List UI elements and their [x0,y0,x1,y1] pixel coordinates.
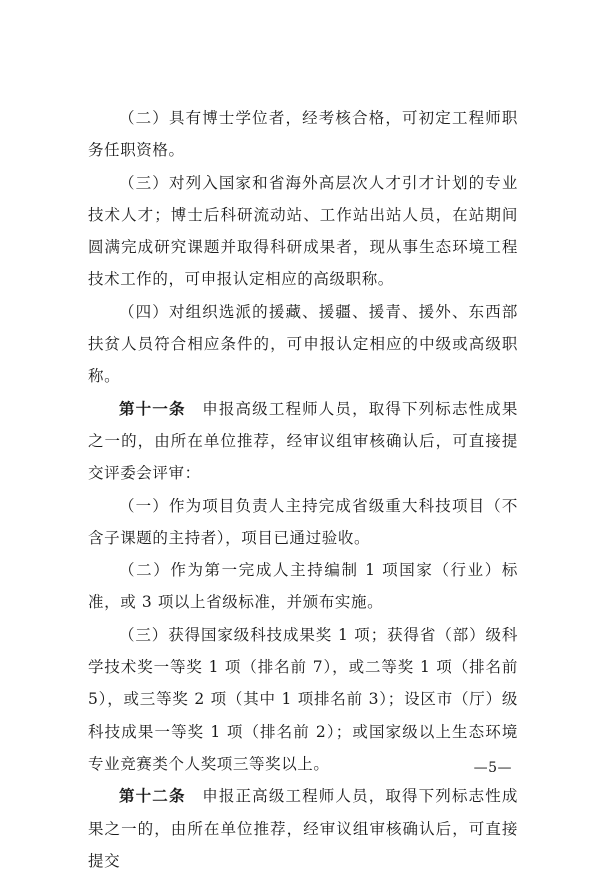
paragraph-text: （二）具有博士学位者，经考核合格，可初定工程师职务任职资格。 [88,109,518,160]
article-11 [88,393,518,490]
page-number: —5— [473,760,512,776]
paragraph-text: 申报正高级工程师人员，取得下列标志性成果之一的，由所在单位推荐，经审议组审核确认后，可直接提交 [88,787,518,870]
paragraph-text: （一）作为项目负责人主持完成省级重大科技项目（不含子课题的主持者），项目已通过验收。 [88,496,518,547]
paragraph-text: （四）对组织选派的援藏、援疆、援青、援外、东西部扶贫人员符合相应条件的，可申报认定相应的中级或高级职称。 [88,302,518,386]
paragraph-text: （三）对列入国家和省海外高层次人才引才计划的专业技术人才；博士后科研流动站、工作站出站人员，在站期间圆满完成研究课题并取得科研成果者，现从事生态环境工程技术工作的，可申报认定相应的高级职称。 [88,173,518,289]
article-12 [88,780,518,877]
article-11-item-3 [88,619,518,780]
article-heading: 第十二条 [119,787,186,806]
article-11-item-1 [88,490,518,555]
article-heading: 第十一条 [119,399,186,418]
paragraph-item-3 [88,167,518,296]
document-body [88,102,518,877]
paragraph-text: （二）作为第一完成人主持编制 1 项国家（行业）标准，或 3 项以上省级标准，并颁布实施。 [88,561,518,612]
article-11-item-2 [88,554,518,619]
paragraph-item-2 [88,102,518,167]
paragraph-text: 申报高级工程师人员，取得下列标志性成果之一的，由所在单位推荐，经审议组审核确认后，可直接提交评委会评审： [88,399,518,483]
paragraph-text: （三）获得国家级科技成果奖 1 项；获得省（部）级科学技术奖一等奖 1 项（排名前 7），或二等奖 1 项（排名前 5），或三等奖 2 项（其中 1 项排名前 3）；设区市（厅）级科技成果一等奖 1 项（排名前 2）；或国家级以上生态环境专业竞赛类个人奖项三等奖以上。 [88,625,518,773]
paragraph-item-4 [88,296,518,393]
